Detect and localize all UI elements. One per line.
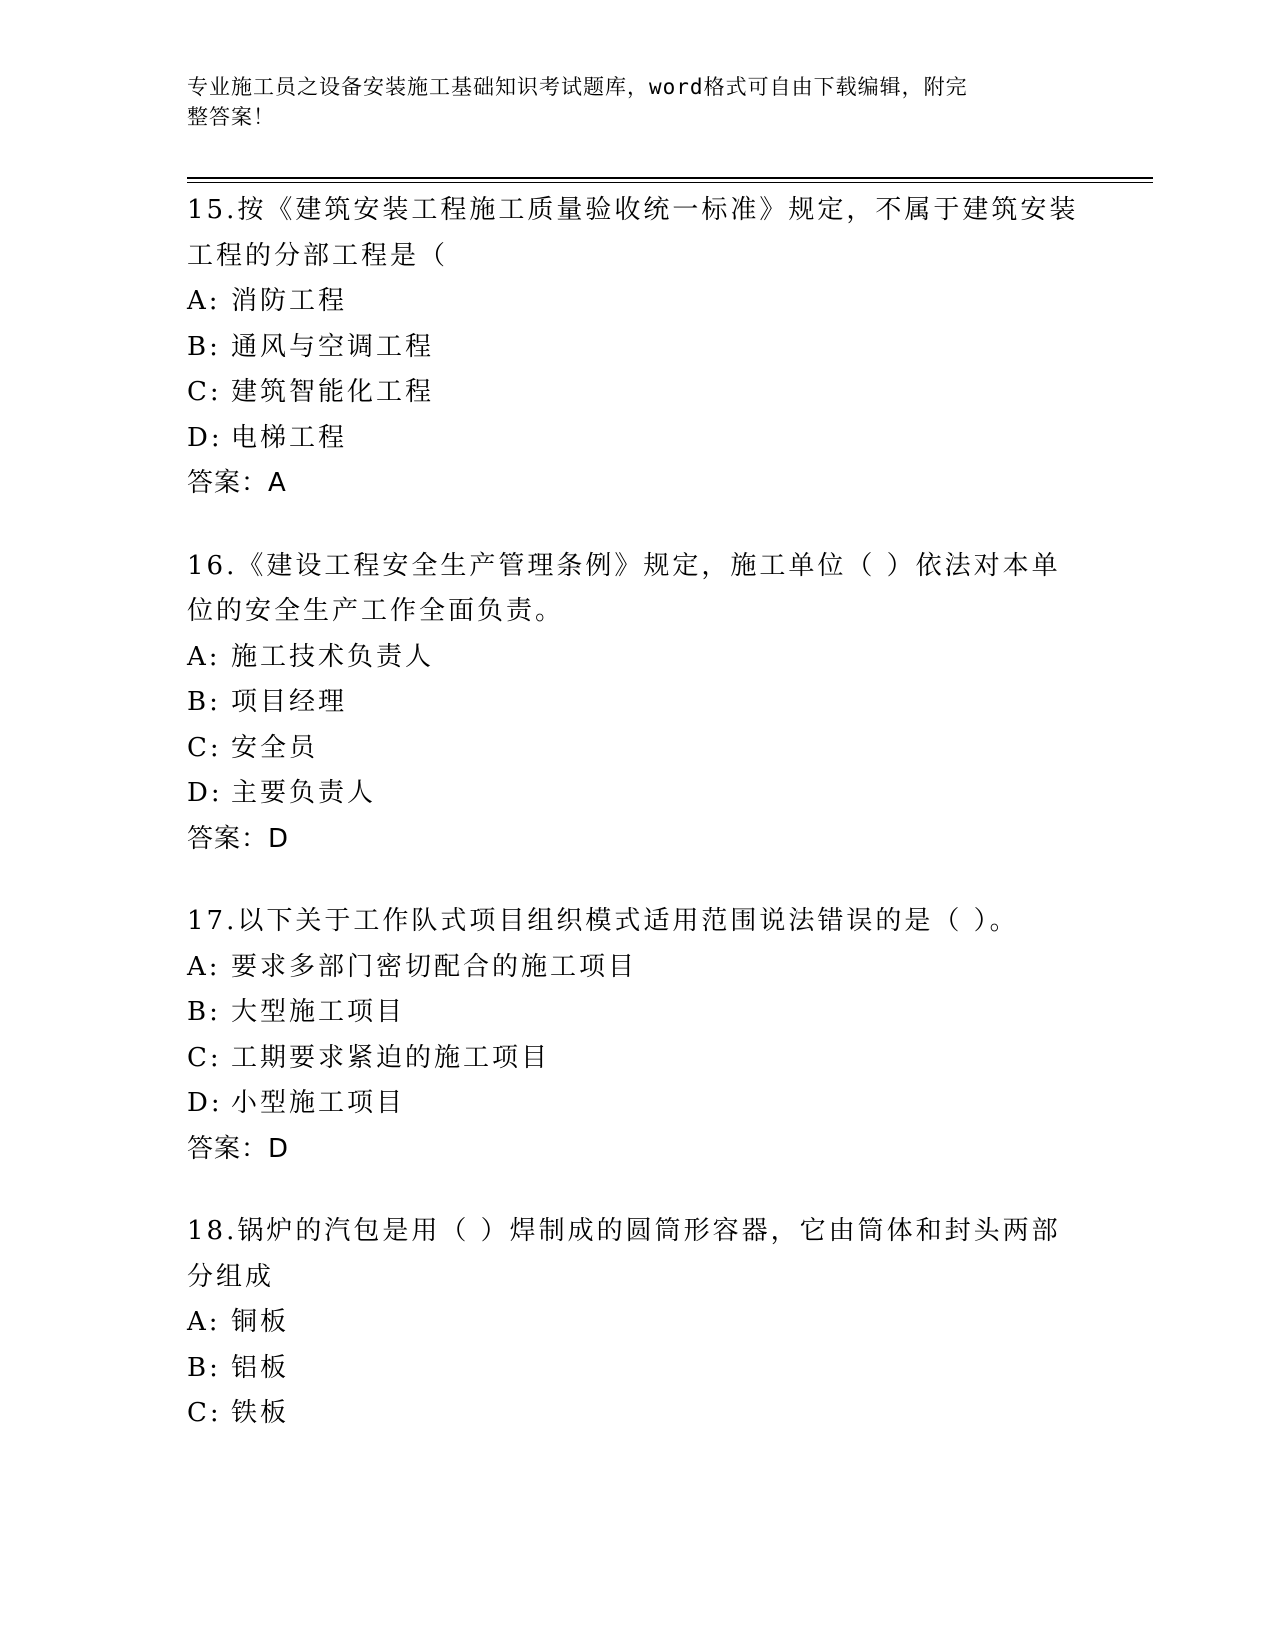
option-d: [187, 771, 1087, 817]
option-text: 消防工程: [231, 286, 348, 316]
question-stem-line: 18.锅炉的汽包是用（ ）焊制成的圆筒形容器，它由筒体和封头两部: [187, 1216, 1061, 1246]
option-letter: A:: [187, 951, 221, 982]
option-a: [187, 635, 1087, 681]
option-d: [187, 1081, 1087, 1127]
header-line-2: 整答案！: [187, 105, 275, 129]
option-letter: C:: [187, 1398, 222, 1428]
option-text: 铜板: [231, 1307, 290, 1337]
answer-line: 答案：D: [187, 823, 290, 854]
answer-line: 答案：A: [187, 468, 287, 498]
header-divider-thin: [187, 182, 1153, 183]
option-letter: B:: [187, 687, 221, 717]
option-letter: B:: [187, 1352, 221, 1383]
header-line-1: 专业施工员之设备安装施工基础知识考试题库，word格式可自由下载编辑，附完: [187, 75, 968, 99]
question-18: [187, 1209, 1087, 1437]
option-b: [187, 990, 1087, 1036]
option-text: 主要负责人: [231, 778, 377, 808]
option-d: [187, 416, 1087, 462]
option-letter: C:: [187, 377, 222, 407]
question-15: [187, 188, 1087, 507]
question-stem-line: 位的安全生产工作全面负责。: [187, 596, 565, 626]
question-17: [187, 899, 1087, 1172]
option-letter: A:: [187, 286, 221, 316]
option-b: [187, 325, 1087, 371]
option-letter: A:: [187, 1307, 221, 1337]
option-c: [187, 370, 1087, 416]
question-stem-line: 15.按《建筑安装工程施工质量验收统一标准》规定，不属于建筑安装: [187, 195, 1079, 225]
question-16: [187, 544, 1087, 863]
option-text: 建筑智能化工程: [231, 377, 435, 407]
question-list: [187, 188, 1087, 1474]
option-text: 铁板: [231, 1398, 290, 1428]
option-text: 要求多部门密切配合的施工项目: [231, 951, 638, 982]
question-stem-line: 17.以下关于工作队式项目组织模式适用范围说法错误的是（ ）。: [187, 906, 1019, 936]
option-text: 小型施工项目: [231, 1088, 406, 1118]
option-c: [187, 1391, 1087, 1437]
option-text: 电梯工程: [231, 422, 348, 453]
question-stem-line: 分组成: [187, 1261, 275, 1292]
option-b: [187, 1346, 1087, 1392]
option-a: [187, 945, 1087, 991]
option-text: 通风与空调工程: [231, 331, 435, 362]
option-letter: C:: [187, 1042, 222, 1073]
option-text: 大型施工项目: [231, 997, 406, 1027]
option-b: [187, 680, 1087, 726]
document-header: [187, 72, 1067, 132]
option-a: [187, 279, 1087, 325]
option-text: 施工技术负责人: [231, 641, 435, 672]
option-a: [187, 1300, 1087, 1346]
option-letter: B:: [187, 997, 221, 1027]
option-text: 铝板: [231, 1352, 290, 1383]
option-text: 安全员: [231, 732, 319, 763]
option-c: [187, 726, 1087, 772]
option-letter: D:: [187, 1088, 223, 1118]
option-c: [187, 1036, 1087, 1082]
option-text: 项目经理: [231, 687, 348, 717]
option-letter: D:: [187, 778, 223, 808]
question-stem-line: 16.《建设工程安全生产管理条例》规定，施工单位（ ）依法对本单: [187, 550, 1061, 581]
option-letter: D:: [187, 422, 223, 453]
answer-line: 答案：D: [187, 1133, 290, 1164]
option-letter: C:: [187, 732, 222, 763]
question-stem-line: 工程的分部工程是（: [187, 240, 449, 271]
header-divider-thick: [187, 177, 1153, 179]
option-text: 工期要求紧迫的施工项目: [231, 1042, 551, 1073]
option-letter: A:: [187, 641, 221, 672]
option-letter: B:: [187, 331, 221, 362]
